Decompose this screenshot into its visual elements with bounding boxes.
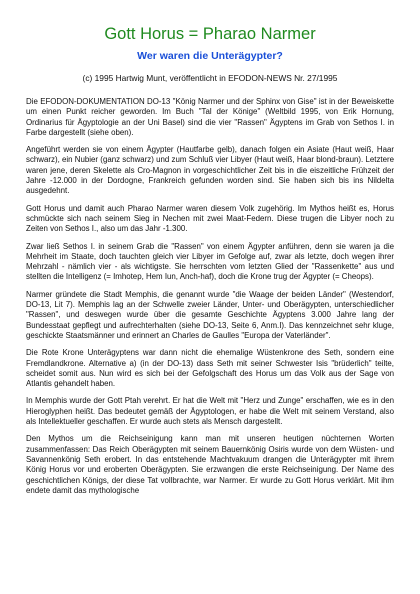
- paragraph: Narmer gründete die Stadt Memphis, die genannt wurde "die Waage der beiden Länder" (Westendorf, DO-13, Lit 7). Memphis lag an der Schwelle zweier Länder, Unter- und Oberägypten, unterschiedlicher "Rassen", und deswegen wurde über die gesamte Geschichte Ägyptens 3.000 Jahre lang der Bundesstaat gepflegt und aufrechterhalten (siehe DO-13, Seite 6, Anm.I). Das kennzeichnet sehr kluge, geschickte Staatsmänner und erinnert an Charles de Gaulles "Europa der Vaterländer".: [26, 289, 394, 340]
- page-subtitle: Wer waren die Unterägypter?: [137, 50, 283, 62]
- paragraph: Die Rote Krone Unterägyptens war dann nicht die ehemalige Wüstenkrone des Seth, sondern eine Fremdlandkrone. Alternative a) (in der DO-13) dass Seth mit seiner Schwester Isis "brüderlich" teilte, scheidet somit aus. Nun wird es sich bei der Gefolgschaft des Horus um das Volk aus der Sage von Atlantis gehandelt haben.: [26, 348, 394, 389]
- paragraph: Angeführt werden sie von einem Ägypter (Hautfarbe gelb), danach folgen ein Asiate (Haut weiß, Haar schwarz), ein Nubier (ganz schwarz) und zum Schluß vier Libyer (Haut weiß, Haar blond-braun). Letztere waren jene, deren Skelette als Cro-Magnon in vorgeschichtlicher Zeit bis in die eiszeitliche Frühzeit der Jahre -12.000 in der Dordogne, Frankreich gefunden worden sind. Sie haben sich bis ins Nildelta ausgedehnt.: [26, 145, 394, 196]
- paragraph: Die EFODON-DOKUMENTATION DO-13 "König Narmer und der Sphinx von Gise" ist in der Beweiskette um einen Punkt reicher geworden. Im Buch "Tal der Könige" (Weltbild 1995, von Erik Hornung, Ordinarius für Ägyptologie an der Uni Basel) sind die vier "Rassen" Ägyptens im Grab von Sethos I. in Farbe dargestellt (siehe oben).: [26, 97, 394, 137]
- paragraph: Den Mythos um die Reichseinigung kann man mit unseren heutigen nüchternen Worten zusammenfassen: Das Reich Oberägypten mit seinem Bauernkönig Osiris wurde von dem Wüsten- und Savannenkönig Seth erobert. In das entstehende Machtvakuum drangen die Unterägypter mit ihrem König Horus vor und eroberten Oberägypten. Sie erzwangen die erste Reichseinigung. Der Name des geschichtlichen Königs, der diese Tat vollbrachte, war Narmer. Er wurde zu Gott Horus verklärt. Mit ihm endete damit das mythologische: [26, 434, 394, 495]
- paragraph: Gott Horus und damit auch Pharao Narmer waren diesem Volk zugehörig. Im Mythos heißt es, Horus schmückte sich nach seinem Sieg in Nechen mit zwei Maat-Federn. Diese trugen die Libyer noch zu Zeiten von Sethos I., also um das Jahr -1.300.: [26, 203, 394, 234]
- article-body: [26, 97, 394, 496]
- paragraph: In Memphis wurde der Gott Ptah verehrt. Er hat die Welt mit "Herz und Zunge" erschaffen, wie es in den Hieroglyphen heißt. Das bedeutet gemäß der Ägyptologen, er habe die Welt mit seinem Verstand, also als Intellektueller geschaffen. Er wurde auch stets als Mensch dargestellt.: [26, 396, 394, 427]
- copyright-line: (c) 1995 Hartwig Munt, veröffentlicht in EFODON-NEWS Nr. 27/1995: [82, 73, 338, 83]
- page-title: Gott Horus = Pharao Narmer: [104, 25, 316, 43]
- paragraph: Zwar ließ Sethos I. in seinem Grab die "Rassen" von einem Ägypter anführen, denn sie waren ja die Mehrheit im Staate, doch tauchten gleich vier Libyer im Gefolge auf, zwar als letzte, doch wegen ihrer Mehrzahl - nämlich vier - als wichtigste. Sie herrschten vom letzten Glied der "Rassenkette" aus und stellten die Intelligenz (= Imhotep, Hem Iun, Anch-haf), doch die Krone trug der Ägypter (= Cheops).: [26, 241, 394, 282]
